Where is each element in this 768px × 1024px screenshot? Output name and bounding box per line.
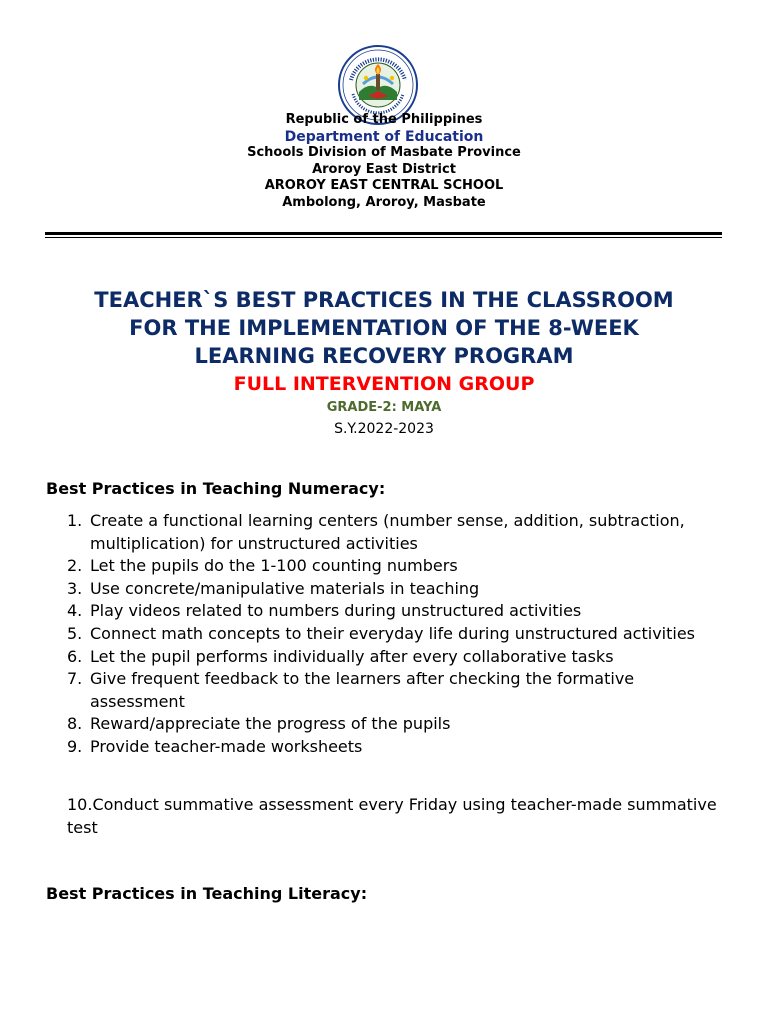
list-item-number: 3. bbox=[67, 578, 83, 598]
list-item-number: 4. bbox=[67, 601, 83, 621]
numeracy-practices-list bbox=[67, 510, 730, 759]
title-line-2: FOR THE IMPLEMENTATION OF THE 8-WEEK bbox=[129, 316, 639, 340]
list-item-number: 2. bbox=[67, 556, 83, 576]
list-item-text: Reward/appreciate the progress of the pupils bbox=[90, 714, 451, 734]
document-title bbox=[0, 286, 768, 370]
list-item-number: 1. bbox=[67, 511, 83, 530]
list-item-10: 10.Conduct summative assessment every Friday using teacher-made summative test bbox=[67, 795, 717, 837]
header-divider-thick bbox=[45, 232, 722, 235]
list-item-number: 7. bbox=[67, 669, 83, 689]
list-item-text: Connect math concepts to their everyday life during unstructured activities bbox=[90, 623, 696, 643]
literacy-heading: Best Practices in Teaching Literacy: bbox=[46, 884, 368, 903]
header-divider-thin bbox=[45, 237, 722, 238]
list-item bbox=[67, 555, 730, 578]
list-item bbox=[67, 600, 730, 623]
intervention-group-subtitle: FULL INTERVENTION GROUP bbox=[233, 373, 535, 395]
title-line-3: LEARNING RECOVERY PROGRAM bbox=[194, 344, 574, 368]
list-item-number: 5. bbox=[67, 623, 83, 643]
list-item bbox=[67, 736, 730, 759]
list-item-text: Use concrete/manipulative materials in teaching bbox=[90, 578, 480, 598]
letterhead bbox=[0, 112, 768, 211]
list-item bbox=[67, 668, 730, 713]
list-item-number: 6. bbox=[67, 646, 83, 666]
list-item-text: Let the pupil performs individually after every collaborative tasks bbox=[90, 646, 614, 666]
list-item-text: Give frequent feedback to the learners after checking the formative assessment bbox=[90, 669, 635, 711]
grade-section: GRADE-2: MAYA bbox=[326, 400, 442, 415]
list-item-number: 9. bbox=[67, 736, 83, 756]
list-item-text: Provide teacher-made worksheets bbox=[90, 736, 363, 756]
letterhead-department: Department of Education bbox=[284, 128, 484, 145]
list-item bbox=[67, 510, 730, 555]
school-year: S.Y.2022-2023 bbox=[334, 421, 434, 437]
list-item bbox=[67, 578, 730, 601]
list-item-number: 8. bbox=[67, 714, 83, 734]
letterhead-district: Aroroy East District bbox=[312, 161, 456, 177]
list-item bbox=[67, 646, 730, 669]
numeracy-heading: Best Practices in Teaching Numeracy: bbox=[46, 479, 386, 498]
list-item-text: Create a functional learning centers (number sense, addition, subtraction, multiplication) for unstructured activities bbox=[90, 511, 685, 553]
list-item bbox=[67, 713, 730, 736]
list-item-text: Let the pupils do the 1-100 counting numbers bbox=[90, 556, 458, 576]
letterhead-school: AROROY EAST CENTRAL SCHOOL bbox=[264, 178, 504, 193]
list-item-text: Play videos related to numbers during unstructured activities bbox=[90, 601, 582, 621]
title-line-1: TEACHER`S BEST PRACTICES IN THE CLASSROOM bbox=[94, 288, 674, 312]
letterhead-division: Schools Division of Masbate Province bbox=[247, 145, 521, 160]
letterhead-address: Ambolong, Aroroy, Masbate bbox=[282, 194, 486, 210]
list-item bbox=[67, 623, 730, 646]
letterhead-republic: Republic of the Philippines bbox=[285, 112, 483, 127]
